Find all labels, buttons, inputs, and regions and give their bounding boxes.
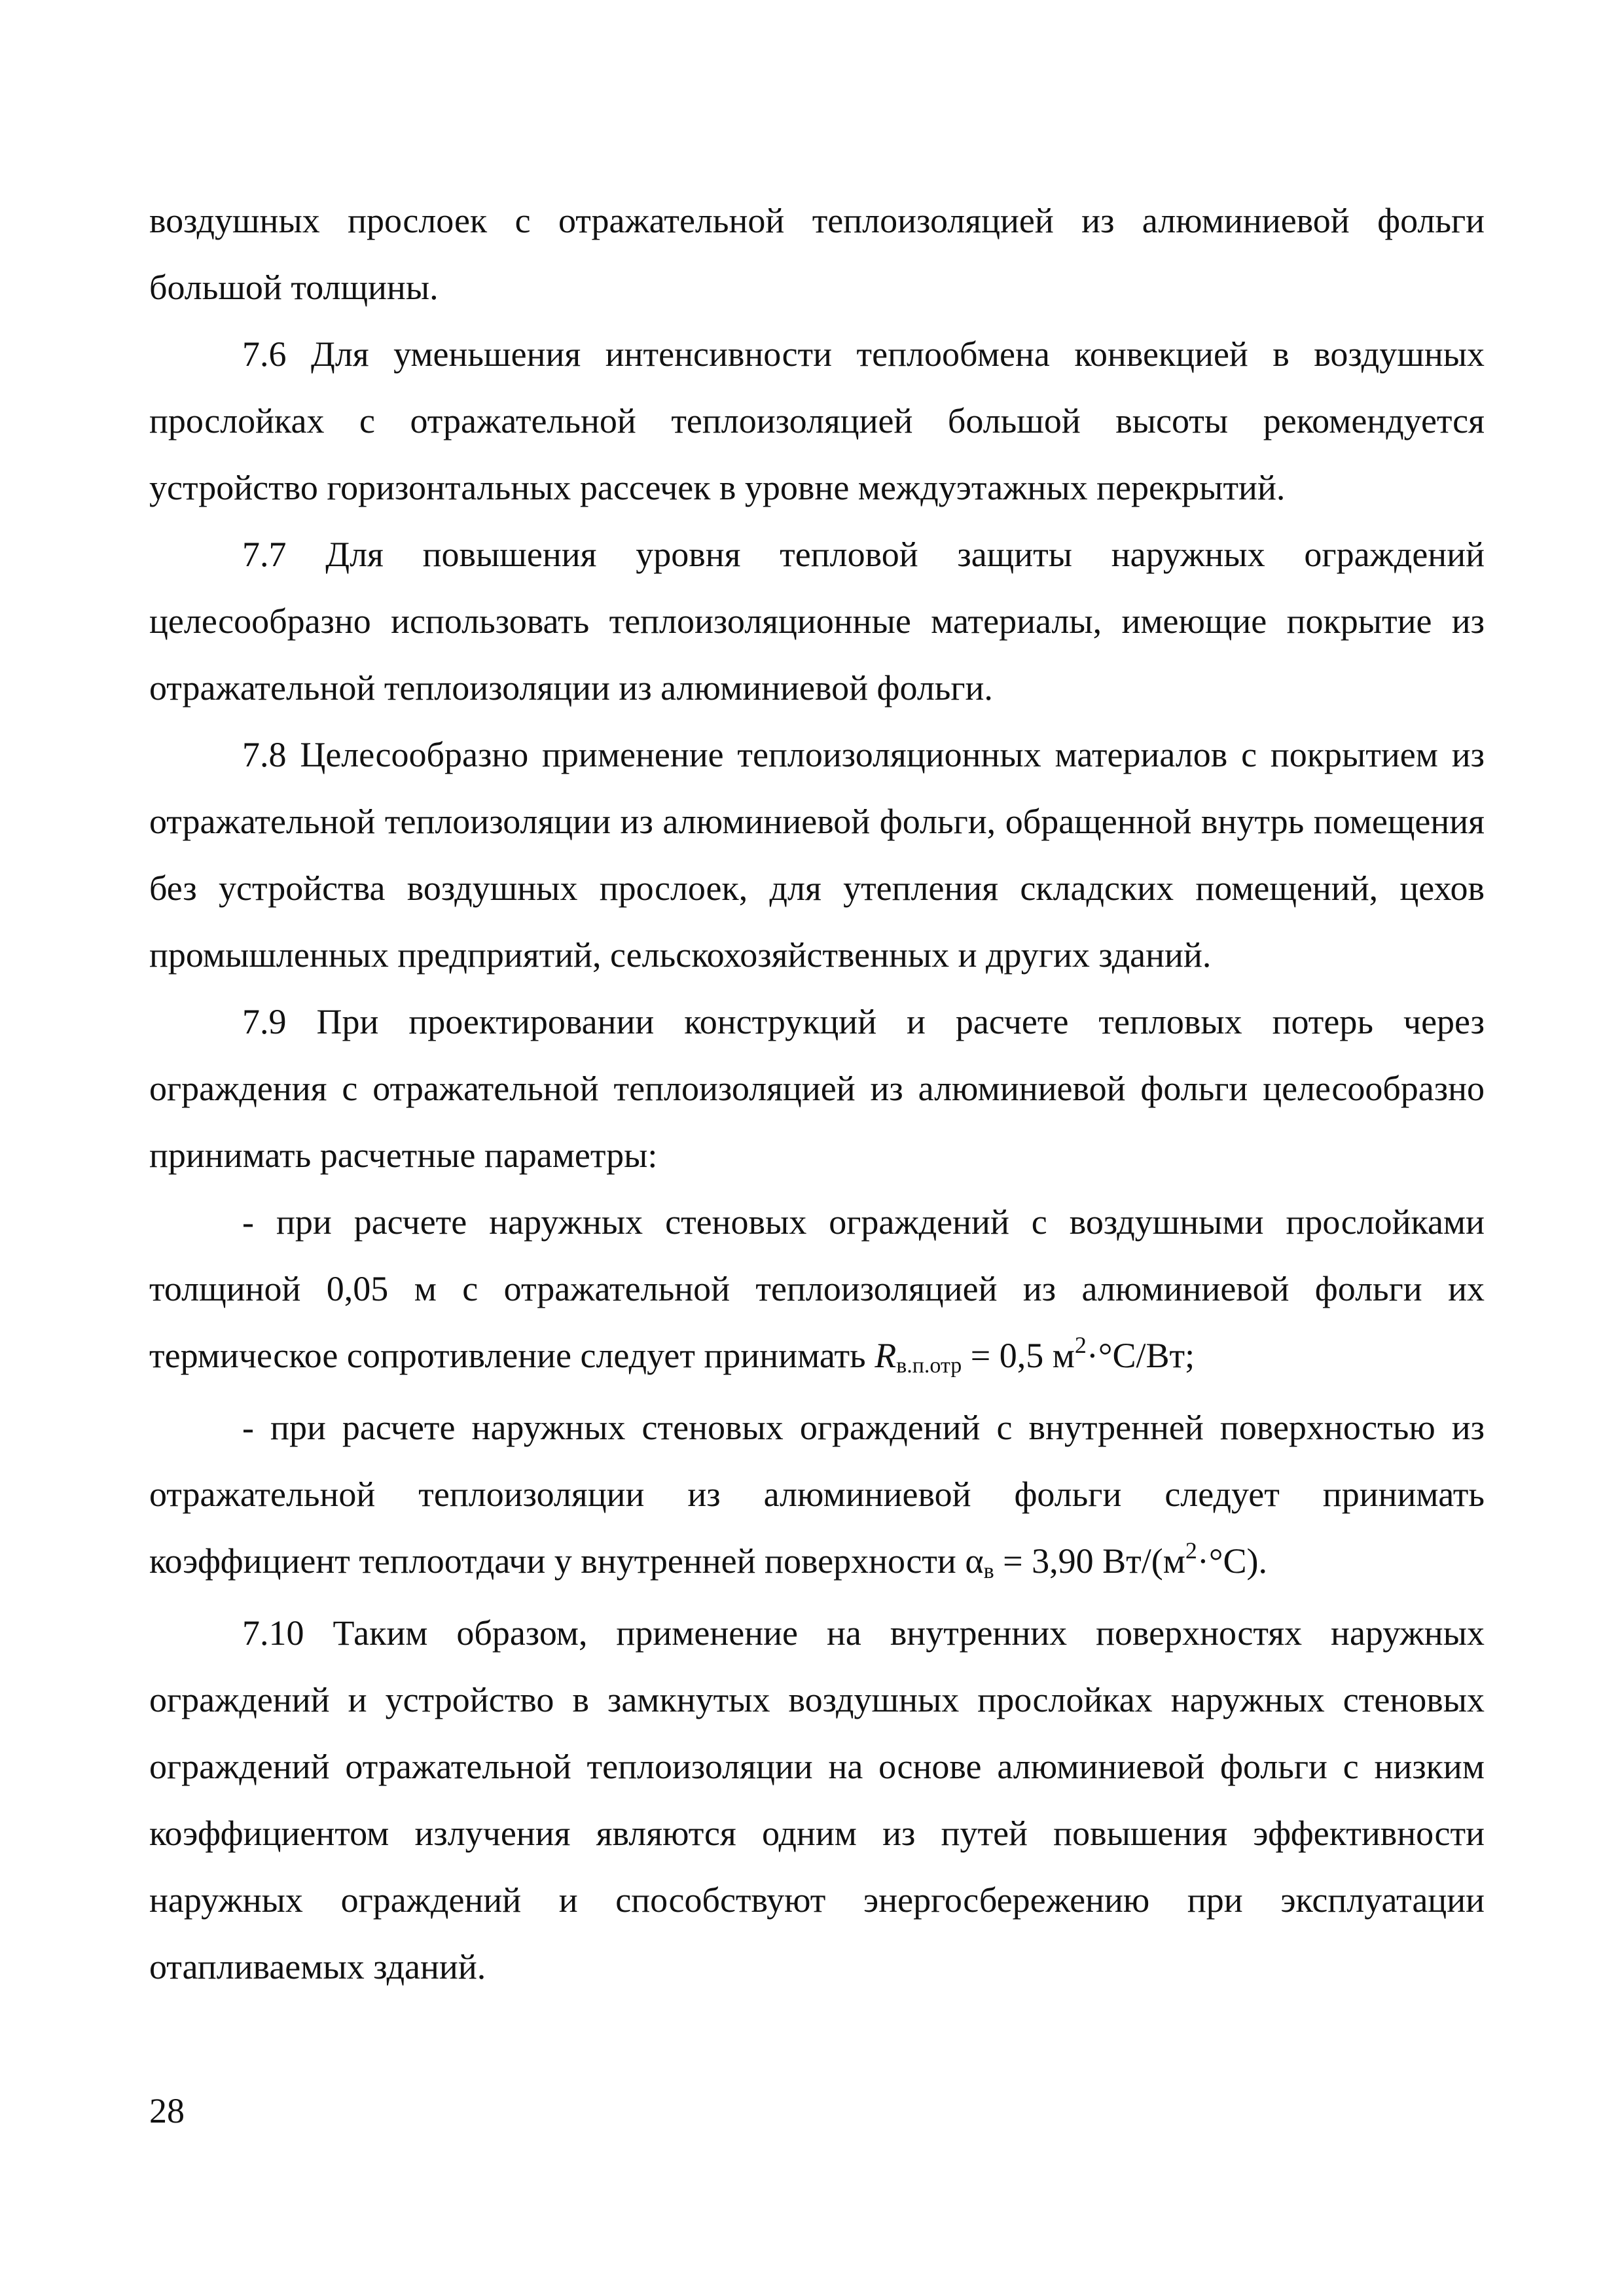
alpha-symbol: α <box>965 1541 984 1581</box>
paragraph-7-10: 7.10 Таким образом, применение на внутренних поверхностях наружных ограждений и устройство в замкнутых воздушных прослойках наружных стеновых ограждений отражательной теплоизоляции на основе алюминиевой фольги с низким коэффициентом излучения являются одним из путей повышения эффективности наружных ограждений и способствуют энергосбережению при эксплуатации отапливаемых зданий. <box>149 1613 1485 1986</box>
resistance-unit-tail: ·°С/Вт; <box>1086 1336 1195 1375</box>
resistance-subscript: в.п.отр <box>896 1354 962 1378</box>
alpha-subscript: в <box>983 1559 994 1583</box>
paragraph-wall-resistance <box>149 1189 1485 1394</box>
resistance-symbol: R <box>875 1336 897 1375</box>
page-number: 28 <box>149 2091 185 2130</box>
paragraph-continuation: воздушных прослоек с отражательной теплоизоляцией из алюминиевой фольги большой толщины. <box>149 201 1485 307</box>
paragraph-heat-transfer <box>149 1394 1485 1600</box>
alpha-unit-superscript: 2 <box>1185 1537 1197 1564</box>
paragraph-7-9: 7.9 При проектировании конструкций и расчете тепловых потерь через ограждения с отражательной теплоизоляцией из алюминиевой фольги целесообразно принимать расчетные параметры: <box>149 1002 1485 1175</box>
resistance-unit-superscript: 2 <box>1074 1332 1087 1358</box>
paragraph-7-7: 7.7 Для повышения уровня тепловой защиты наружных ограждений целесообразно использовать теплоизоляционные материалы, имеющие покрытие из отражательной теплоизоляции из алюминиевой фольги. <box>149 535 1485 708</box>
document-body <box>149 187 1485 2000</box>
resistance-value: = 0,5 м <box>962 1336 1075 1375</box>
paragraph-7-6: 7.6 Для уменьшения интенсивности теплообмена конвекцией в воздушных прослойках с отражательной теплоизоляцией большой высоты рекомендуется устройство горизонтальных рассечек в уровне междуэтажных перекрытий. <box>149 334 1485 507</box>
heat-transfer-text: - при расчете наружных стеновых ограждений с внутренней поверхностью из отражательной теплоизоляции из алюминиевой фольги следует принимать коэффициент теплоотдачи у внутренней поверхности <box>149 1408 1485 1581</box>
wall-resistance-text: - при расчете наружных стеновых ограждений с воздушными прослойками толщиной 0,05 м с отражательной теплоизоляцией из алюминиевой фольги их термическое сопротивление следует принимать <box>149 1202 1485 1375</box>
alpha-value: = 3,90 Вт/(м <box>994 1541 1185 1581</box>
alpha-unit-tail: ·°С). <box>1197 1541 1267 1581</box>
paragraph-7-8: 7.8 Целесообразно применение теплоизоляционных материалов с покрытием из отражательной теплоизоляции из алюминиевой фольги, обращенной внутрь помещения без устройства воздушных прослоек, для утепления складских помещений, цехов промышленных предприятий, сельскохозяйственных и других зданий. <box>149 735 1485 975</box>
